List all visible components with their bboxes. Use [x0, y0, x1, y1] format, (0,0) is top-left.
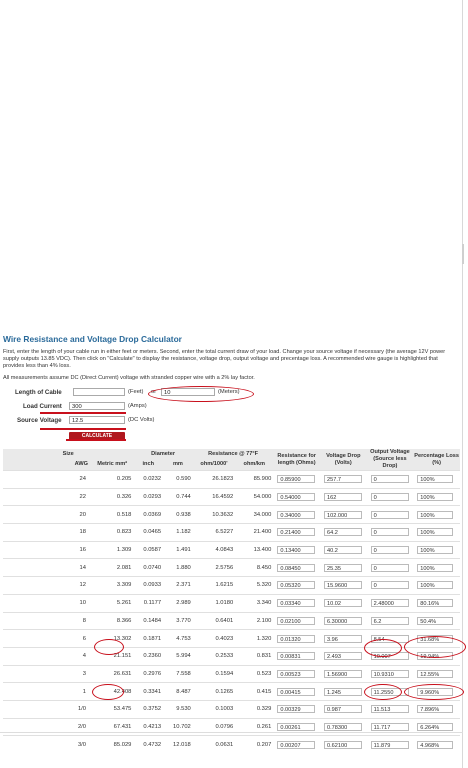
ohmkm-cell: 0.329: [235, 700, 273, 718]
metric-cell: 13.302: [91, 630, 133, 648]
metric-4-ellipse: [94, 639, 124, 655]
ohm1000-cell: 0.6401: [193, 612, 235, 630]
size-header: Size: [3, 449, 133, 459]
feet-unit: (Feet): [128, 389, 144, 395]
vdrop-field-cell: [320, 594, 367, 612]
res-length-field-cell: [273, 736, 320, 753]
res-length-header: Resistance for length (Ohms): [273, 449, 320, 471]
vout-field[interactable]: 0: [371, 475, 409, 483]
awg-header: AWG: [3, 459, 91, 470]
calculate-button[interactable]: CALCULATE: [69, 432, 125, 440]
current-input[interactable]: 300: [69, 402, 125, 410]
res-length-field[interactable]: 0.02100: [277, 617, 315, 625]
loss-field-cell: [413, 594, 460, 612]
res-length-field-cell: [273, 594, 320, 612]
vout-field-cell: [367, 541, 414, 559]
vout-field[interactable]: 11.717: [371, 723, 409, 731]
vout-field[interactable]: 8.54: [371, 635, 409, 643]
inch-cell: 0.0465: [133, 524, 163, 542]
length-label: Length of Cable: [15, 389, 62, 396]
loss-field[interactable]: 7.896%: [417, 705, 453, 713]
mm-header: mm: [163, 459, 193, 470]
bottom-divider: [0, 732, 463, 733]
mm-cell: 1.880: [163, 559, 193, 577]
res-length-field[interactable]: 0.00329: [277, 705, 315, 713]
loss-field[interactable]: 100%: [417, 475, 453, 483]
loss-field[interactable]: 6.264%: [417, 723, 453, 731]
awg-cell: 1/0: [3, 700, 91, 718]
res-length-field[interactable]: 0.34000: [277, 511, 315, 519]
current-underline: [40, 412, 126, 414]
ohm1000-cell: 0.4023: [193, 630, 235, 648]
calculate-underline: [66, 439, 126, 441]
vdrop-field-cell: [320, 612, 367, 630]
vout-field-cell: [367, 559, 414, 577]
inch-header: inch: [133, 459, 163, 470]
feet-input[interactable]: [73, 388, 125, 396]
ohm1000-cell: 16.4592: [193, 488, 235, 506]
table-row: [3, 506, 460, 524]
inch-cell: 0.1484: [133, 612, 163, 630]
metric-cell: 0.823: [91, 524, 133, 542]
res-length-field[interactable]: 0.13400: [277, 546, 315, 554]
ohm1000-cell: 0.1265: [193, 683, 235, 701]
vout-field[interactable]: 0: [371, 546, 409, 554]
metric-cell: 5.261: [91, 594, 133, 612]
vout-field-cell: [367, 718, 414, 736]
vdrop-field[interactable]: 0.62100: [324, 741, 362, 749]
inch-cell: 0.1871: [133, 630, 163, 648]
vdrop-field[interactable]: 10.02: [324, 599, 362, 607]
vout-field[interactable]: 10.9310: [371, 670, 409, 678]
inch-cell: 0.3341: [133, 683, 163, 701]
loss-field-cell: [413, 506, 460, 524]
vout-field[interactable]: 11.2550: [371, 688, 409, 696]
resistance-header: Resistance @ 77°F: [193, 449, 274, 459]
vout-field-cell: [367, 594, 414, 612]
vout-field[interactable]: 2.48000: [371, 599, 409, 607]
ohm1000-cell: 0.2533: [193, 647, 235, 665]
voltage-underline: [40, 428, 126, 430]
metric-1-0-ellipse: [92, 684, 124, 700]
mm-cell: 4.753: [163, 630, 193, 648]
vdrop-field[interactable]: 2.493: [324, 652, 362, 660]
inch-cell: 0.0740: [133, 559, 163, 577]
ohmkm-cell: 3.340: [235, 594, 273, 612]
mm-cell: 2.989: [163, 594, 193, 612]
loss-field[interactable]: 9.960%: [417, 688, 453, 696]
mm-cell: 3.770: [163, 612, 193, 630]
ohm1000-header: ohm/1000': [193, 459, 235, 470]
awg-cell: 22: [3, 488, 91, 506]
loss-field[interactable]: 12.55%: [417, 670, 453, 678]
mm-cell: 5.994: [163, 647, 193, 665]
vout-field[interactable]: 10.007: [371, 652, 409, 660]
ohmkm-cell: 0.207: [235, 736, 273, 753]
vdrop-field-cell: [320, 524, 367, 542]
ohm1000-cell: 10.3632: [193, 506, 235, 524]
ohmkm-cell: 2.100: [235, 612, 273, 630]
loss-field[interactable]: 100%: [417, 564, 453, 572]
or-text: or: [151, 389, 157, 395]
metric-cell: 0.518: [91, 506, 133, 524]
ohmkm-cell: 5.320: [235, 577, 273, 595]
vdrop-header: Voltage Drop (Volts): [320, 449, 367, 471]
inch-cell: 0.0293: [133, 488, 163, 506]
ohm1000-cell: 0.0631: [193, 736, 235, 753]
metric-cell: 67.431: [91, 718, 133, 736]
inch-cell: 0.2360: [133, 647, 163, 665]
awg-cell: 20: [3, 506, 91, 524]
vout-field-cell: [367, 612, 414, 630]
loss-header: Percentage Loss (%): [413, 449, 460, 471]
loss-field-cell: [413, 700, 460, 718]
loss-field-cell: [413, 471, 460, 489]
vdrop-field-cell: [320, 577, 367, 595]
ohmkm-cell: 0.831: [235, 647, 273, 665]
res-length-field[interactable]: 0.00261: [277, 723, 315, 731]
ohmkm-cell: 85.900: [235, 471, 273, 489]
vdrop-field-cell: [320, 541, 367, 559]
loss-field-cell: [413, 559, 460, 577]
vdrop-field[interactable]: 102.000: [324, 511, 362, 519]
loss-field-cell: [413, 541, 460, 559]
inch-cell: 0.2976: [133, 665, 163, 683]
vdrop-field[interactable]: 1.245: [324, 688, 362, 696]
res-length-field[interactable]: 0.08450: [277, 564, 315, 572]
vout-field[interactable]: 6.2: [371, 617, 409, 625]
res-length-field[interactable]: 0.00415: [277, 688, 315, 696]
ohm1000-cell: 6.5227: [193, 524, 235, 542]
metric-cell: 53.475: [91, 700, 133, 718]
vdrop-field[interactable]: 0.987: [324, 705, 362, 713]
ohmkm-cell: 34.000: [235, 506, 273, 524]
voltage-input[interactable]: 12.5: [69, 416, 125, 424]
table-row: [3, 665, 460, 683]
loss-field-cell: [413, 612, 460, 630]
inch-cell: 0.3752: [133, 700, 163, 718]
res-length-field[interactable]: 0.54000: [277, 493, 315, 501]
awg-cell: 18: [3, 524, 91, 542]
vout-field-cell: [367, 471, 414, 489]
ohmkm-cell: 0.261: [235, 718, 273, 736]
awg-cell: 6: [3, 630, 91, 648]
mm-cell: 7.558: [163, 665, 193, 683]
inch-cell: 0.1177: [133, 594, 163, 612]
res-length-field-cell: [273, 541, 320, 559]
res-length-field[interactable]: 0.05320: [277, 581, 315, 589]
vdrop-field[interactable]: 162: [324, 493, 362, 501]
mm-cell: 1.182: [163, 524, 193, 542]
ohm1000-cell: 0.1594: [193, 665, 235, 683]
loss-field[interactable]: 100%: [417, 493, 453, 501]
metric-cell: 2.081: [91, 559, 133, 577]
vdrop-field-cell: [320, 488, 367, 506]
vdrop-field-cell: [320, 665, 367, 683]
loss-field[interactable]: 19.94%: [417, 652, 453, 660]
inch-cell: 0.0933: [133, 577, 163, 595]
awg-cell: 24: [3, 471, 91, 489]
inch-cell: 0.4213: [133, 718, 163, 736]
vdrop-field[interactable]: 0.78300: [324, 723, 362, 731]
vout-field-cell: [367, 665, 414, 683]
ohmkm-cell: 13.400: [235, 541, 273, 559]
res-length-field[interactable]: 0.00831: [277, 652, 315, 660]
loss-field-cell: [413, 718, 460, 736]
awg-cell: 8: [3, 612, 91, 630]
metric-cell: 1.309: [91, 541, 133, 559]
table-row: [3, 471, 460, 489]
loss-field-cell: [413, 665, 460, 683]
ohm1000-cell: 0.0796: [193, 718, 235, 736]
vdrop-field[interactable]: 3.96: [324, 635, 362, 643]
inch-cell: 0.0232: [133, 471, 163, 489]
intro-text: First, enter the length of your cable run in either feet or meters. Second, enter the total current draw of your load. Change your source voltage if necessary (the average 12V power supply outputs 13.85 VDC). Then click on "Calculate" to display the resistance, voltage drop, output voltage and precentage loss. A recommended wire gauge is highlighted that provides less than 4% loss.: [3, 349, 446, 369]
loss-4-ellipse: [404, 636, 466, 658]
diameter-header: Diameter: [133, 449, 192, 459]
vdrop-field[interactable]: 64.2: [324, 528, 362, 536]
ohmkm-cell: 8.450: [235, 559, 273, 577]
metric-cell: 8.366: [91, 612, 133, 630]
loss-field-cell: [413, 736, 460, 753]
ohmkm-cell: 21.400: [235, 524, 273, 542]
mm-cell: 0.744: [163, 488, 193, 506]
mm-cell: 10.702: [163, 718, 193, 736]
vdrop-field-cell: [320, 559, 367, 577]
ohmkm-cell: 0.415: [235, 683, 273, 701]
vout-field-cell: [367, 736, 414, 753]
vdrop-field-cell: [320, 736, 367, 753]
table-row: [3, 700, 460, 718]
meters-input[interactable]: 10: [161, 388, 215, 396]
page-right-border: [462, 0, 463, 768]
voltage-unit: (DC Volts): [128, 417, 155, 423]
ohmkm-cell: 1.320: [235, 630, 273, 648]
res-length-field-cell: [273, 577, 320, 595]
table-row: [3, 736, 460, 753]
table-row: [3, 488, 460, 506]
vdrop-field-cell: [320, 718, 367, 736]
metric-cell: 3.309: [91, 577, 133, 595]
table-row: [3, 594, 460, 612]
res-length-field-cell: [273, 524, 320, 542]
res-length-field[interactable]: 0.01320: [277, 635, 315, 643]
vout-field-cell: [367, 488, 414, 506]
res-length-field-cell: [273, 506, 320, 524]
ohmkm-header: ohm/km: [235, 459, 273, 470]
vdrop-field-cell: [320, 630, 367, 648]
vdrop-field[interactable]: 40.2: [324, 546, 362, 554]
loss-field[interactable]: 80.16%: [417, 599, 453, 607]
res-length-field-cell: [273, 630, 320, 648]
mm-cell: 8.487: [163, 683, 193, 701]
ohm1000-cell: 26.1823: [193, 471, 235, 489]
voltage-label: Source Voltage: [17, 417, 62, 424]
table-row: [3, 541, 460, 559]
vout-header: Output Voltage (Source less Drop): [367, 449, 414, 471]
metric-cell: 26.631: [91, 665, 133, 683]
table-row: [3, 612, 460, 630]
metric-cell: 42.408: [91, 683, 133, 701]
ohmkm-cell: 54.000: [235, 488, 273, 506]
res-length-field-cell: [273, 665, 320, 683]
vout-field-cell: [367, 577, 414, 595]
vout-4-ellipse: [364, 639, 402, 657]
awg-cell: 4: [3, 647, 91, 665]
metric-cell: 0.205: [91, 471, 133, 489]
current-unit: (Amps): [128, 403, 147, 409]
vout-1-0-ellipse: [364, 684, 402, 700]
vout-field[interactable]: 0: [371, 511, 409, 519]
loss-field-cell: [413, 488, 460, 506]
awg-cell: 1: [3, 683, 91, 701]
note-text: All measurements assume DC (Direct Current) voltage with stranded copper wire with a 2% lay factor.: [3, 375, 255, 381]
metric-cell: 0.326: [91, 488, 133, 506]
meters-highlight-ellipse: [148, 386, 254, 402]
awg-cell: 10: [3, 594, 91, 612]
vout-field[interactable]: 0: [371, 564, 409, 572]
vout-field[interactable]: 0: [371, 581, 409, 589]
awg-cell: 16: [3, 541, 91, 559]
inch-cell: 0.0369: [133, 506, 163, 524]
res-length-field[interactable]: 0.85900: [277, 475, 315, 483]
mm-cell: 0.590: [163, 471, 193, 489]
loss-field[interactable]: 100%: [417, 528, 453, 536]
wire-table: [3, 449, 460, 753]
vdrop-field[interactable]: 6.30000: [324, 617, 362, 625]
awg-cell: 2/0: [3, 718, 91, 736]
res-length-field-cell: [273, 488, 320, 506]
vout-field[interactable]: 0: [371, 528, 409, 536]
loss-field[interactable]: 4.968%: [417, 741, 453, 749]
loss-field[interactable]: 100%: [417, 546, 453, 554]
res-length-field-cell: [273, 683, 320, 701]
loss-field[interactable]: 100%: [417, 581, 453, 589]
vdrop-field-cell: [320, 647, 367, 665]
vdrop-field-cell: [320, 700, 367, 718]
loss-field[interactable]: 31.68%: [417, 635, 453, 643]
table-row: [3, 524, 460, 542]
awg-cell: 12: [3, 577, 91, 595]
page-right-tab: [462, 244, 464, 264]
loss-field[interactable]: 100%: [417, 511, 453, 519]
inch-cell: 0.4732: [133, 736, 163, 753]
res-length-field-cell: [273, 471, 320, 489]
page-title: Wire Resistance and Voltage Drop Calculator: [3, 334, 182, 344]
res-length-field[interactable]: 0.03340: [277, 599, 315, 607]
vdrop-field-cell: [320, 471, 367, 489]
ohm1000-cell: 1.6215: [193, 577, 235, 595]
res-length-field-cell: [273, 612, 320, 630]
mm-cell: 9.530: [163, 700, 193, 718]
mm-cell: 12.018: [163, 736, 193, 753]
mm-cell: 1.491: [163, 541, 193, 559]
res-length-field-cell: [273, 700, 320, 718]
meters-unit: (Meters): [218, 389, 240, 395]
mm-cell: 0.938: [163, 506, 193, 524]
loss-field-cell: [413, 524, 460, 542]
loss-field-cell: [413, 577, 460, 595]
awg-cell: 14: [3, 559, 91, 577]
res-length-field[interactable]: 0.00207: [277, 741, 315, 749]
res-length-field-cell: [273, 718, 320, 736]
metric-cell: 85.029: [91, 736, 133, 753]
vout-field[interactable]: 11.879: [371, 741, 409, 749]
metric-cell: 21.151: [91, 647, 133, 665]
res-length-field[interactable]: 0.00523: [277, 670, 315, 678]
vdrop-field-cell: [320, 683, 367, 701]
awg-cell: 3: [3, 665, 91, 683]
table-row: [3, 577, 460, 595]
awg-cell: 3/0: [3, 736, 91, 753]
table-row: [3, 559, 460, 577]
vdrop-field[interactable]: 25.35: [324, 564, 362, 572]
vdrop-field[interactable]: 15.9600: [324, 581, 362, 589]
vout-field-cell: [367, 700, 414, 718]
mm-cell: 2.371: [163, 577, 193, 595]
ohm1000-cell: 1.0180: [193, 594, 235, 612]
metric-header: Metric mm²: [91, 459, 133, 470]
vdrop-field[interactable]: 1.56900: [324, 670, 362, 678]
ohm1000-cell: 0.1003: [193, 700, 235, 718]
vdrop-field-cell: [320, 506, 367, 524]
vout-field-cell: [367, 524, 414, 542]
vout-field[interactable]: 0: [371, 493, 409, 501]
res-length-field-cell: [273, 647, 320, 665]
vout-field-cell: [367, 506, 414, 524]
res-length-field[interactable]: 0.21400: [277, 528, 315, 536]
current-label: Load Current: [23, 403, 62, 410]
ohm1000-cell: 2.5756: [193, 559, 235, 577]
ohmkm-cell: 0.523: [235, 665, 273, 683]
loss-field[interactable]: 50.4%: [417, 617, 453, 625]
vout-field[interactable]: 11.513: [371, 705, 409, 713]
loss-1-0-ellipse: [404, 684, 464, 700]
res-length-field-cell: [273, 559, 320, 577]
inch-cell: 0.0587: [133, 541, 163, 559]
vdrop-field[interactable]: 257.7: [324, 475, 362, 483]
table-row: [3, 718, 460, 736]
ohm1000-cell: 4.0843: [193, 541, 235, 559]
